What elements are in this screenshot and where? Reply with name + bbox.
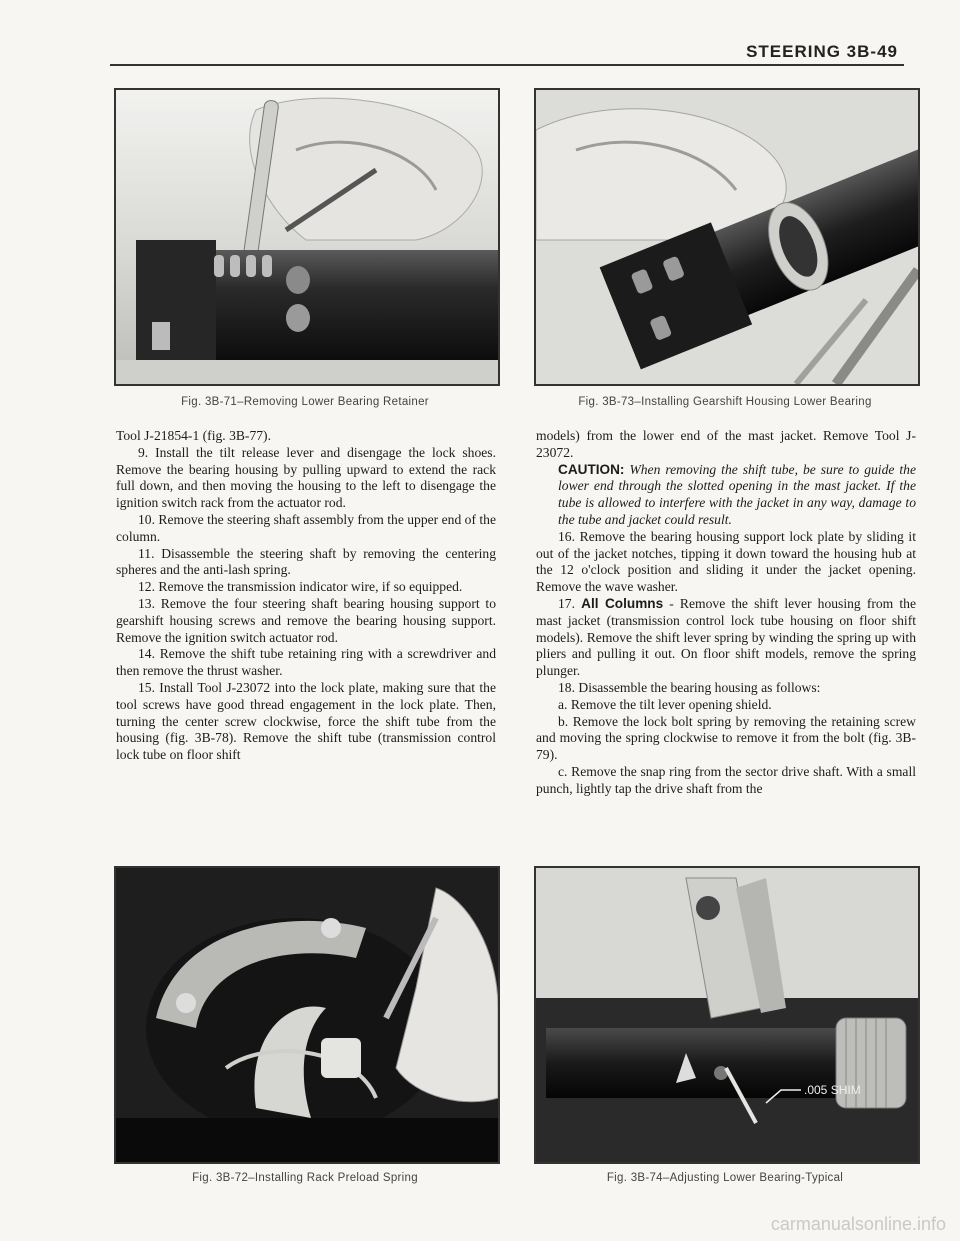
step-17 [536, 596, 916, 680]
figure-3b-71-photo [114, 88, 500, 386]
figure-3b-72-image [116, 868, 498, 1162]
left-text-column [116, 428, 496, 764]
step-18a: a. Remove the tilt lever opening shield. [558, 696, 772, 712]
step-18c: c. Remove the snap ring from the sector drive shaft. With a small punch, lightly tap the drive shaft from the [536, 763, 916, 796]
figure-3b-74-image [536, 868, 918, 1162]
figure-3b-71-caption: Fig. 3B-71–Removing Lower Bearing Retainer [181, 396, 429, 408]
caution-label: CAUTION: [558, 461, 625, 477]
step-14: 14. Remove the shift tube retaining ring with a screwdriver and then remove the thrust washer. [116, 646, 496, 679]
step-16: 16. Remove the bearing housing support lock plate by sliding it out of the jacket notches, tipping it down toward the housing hub at the 12 o'clock position and sliding it under the jacket opening. Remove the wave washer. [536, 528, 916, 595]
right-text-column [536, 428, 916, 798]
step-18: 18. Disassemble the bearing housing as follows: [558, 679, 821, 695]
figure-3b-71-image [116, 90, 498, 384]
figure-3b-73-photo [534, 88, 920, 386]
shim-callout-label: .005 SHIM [804, 1083, 861, 1097]
figure-3b-74-caption: Fig. 3B-74–Adjusting Lower Bearing-Typical [606, 1172, 844, 1184]
footer-watermark: carmanualsonline.info [770, 1214, 946, 1234]
paragraph-continued: models) from the lower end of the mast jacket. Remove Tool J-23072. [536, 428, 916, 460]
step-9: 9. Install the tilt release lever and disengage the lock shoes. Remove the bearing housing by pulling upward to extend the rack full down, and then moving the housing to the left to disengage the ignition switch rack from the actuator rod. [116, 444, 496, 511]
step-17-label: All Columns [581, 595, 664, 611]
header-rule [110, 64, 904, 66]
figure-3b-73-image [536, 90, 918, 384]
paragraph-continued: Tool J-21854-1 (fig. 3B-77). [116, 428, 271, 443]
step-15: 15. Install Tool J-23072 into the lock plate, making sure that the tool screws have good thread engagement in the lock plate. Then, turning the center screw clockwise, force the shift tube from the housing (fig. 3B-78). Remove the shift tube (transmission control lock tube on floor shift [116, 679, 496, 763]
figure-3b-72-photo [114, 866, 500, 1164]
step-17-number: 17. [558, 595, 575, 611]
step-12: 12. Remove the transmission indicator wire, if so equipped. [138, 579, 463, 595]
caution-text: When removing the shift tube, be sure to guide the lower end through the slotted opening in the mast jacket. If the tube is allowed to interfere with the jacket in any way, damage to the tube and jacket could result. [558, 461, 916, 527]
step-17-text: - Remove the shift lever housing from the mast jacket (transmission control lock tube housing on floor shift models). Remove the shift lever spring by winding the spring up with pliers and pulling it out. On floor shift models, remove the spring plunger. [536, 595, 916, 679]
page-header-title: STEERING 3B-49 [746, 42, 898, 61]
step-11: 11. Disassemble the steering shaft by removing the centering spheres and the anti-lash spring. [116, 545, 496, 578]
figure-3b-73-caption: Fig. 3B-73–Installing Gearshift Housing Lower Bearing [578, 396, 872, 408]
figure-3b-72-caption: Fig. 3B-72–Installing Rack Preload Spring [192, 1172, 418, 1184]
step-13: 13. Remove the four steering shaft bearing housing support to gearshift housing screws and remove the bearing housing support. Remove the ignition switch actuator rod. [116, 595, 496, 645]
step-18b: b. Remove the lock bolt spring by removing the retaining screw and moving the spring clockwise to remove it from the bolt (fig. 3B-79). [536, 713, 916, 763]
figure-3b-74-photo [534, 866, 920, 1164]
caution-note [536, 462, 916, 529]
step-10: 10. Remove the steering shaft assembly from the upper end of the column. [116, 511, 496, 544]
